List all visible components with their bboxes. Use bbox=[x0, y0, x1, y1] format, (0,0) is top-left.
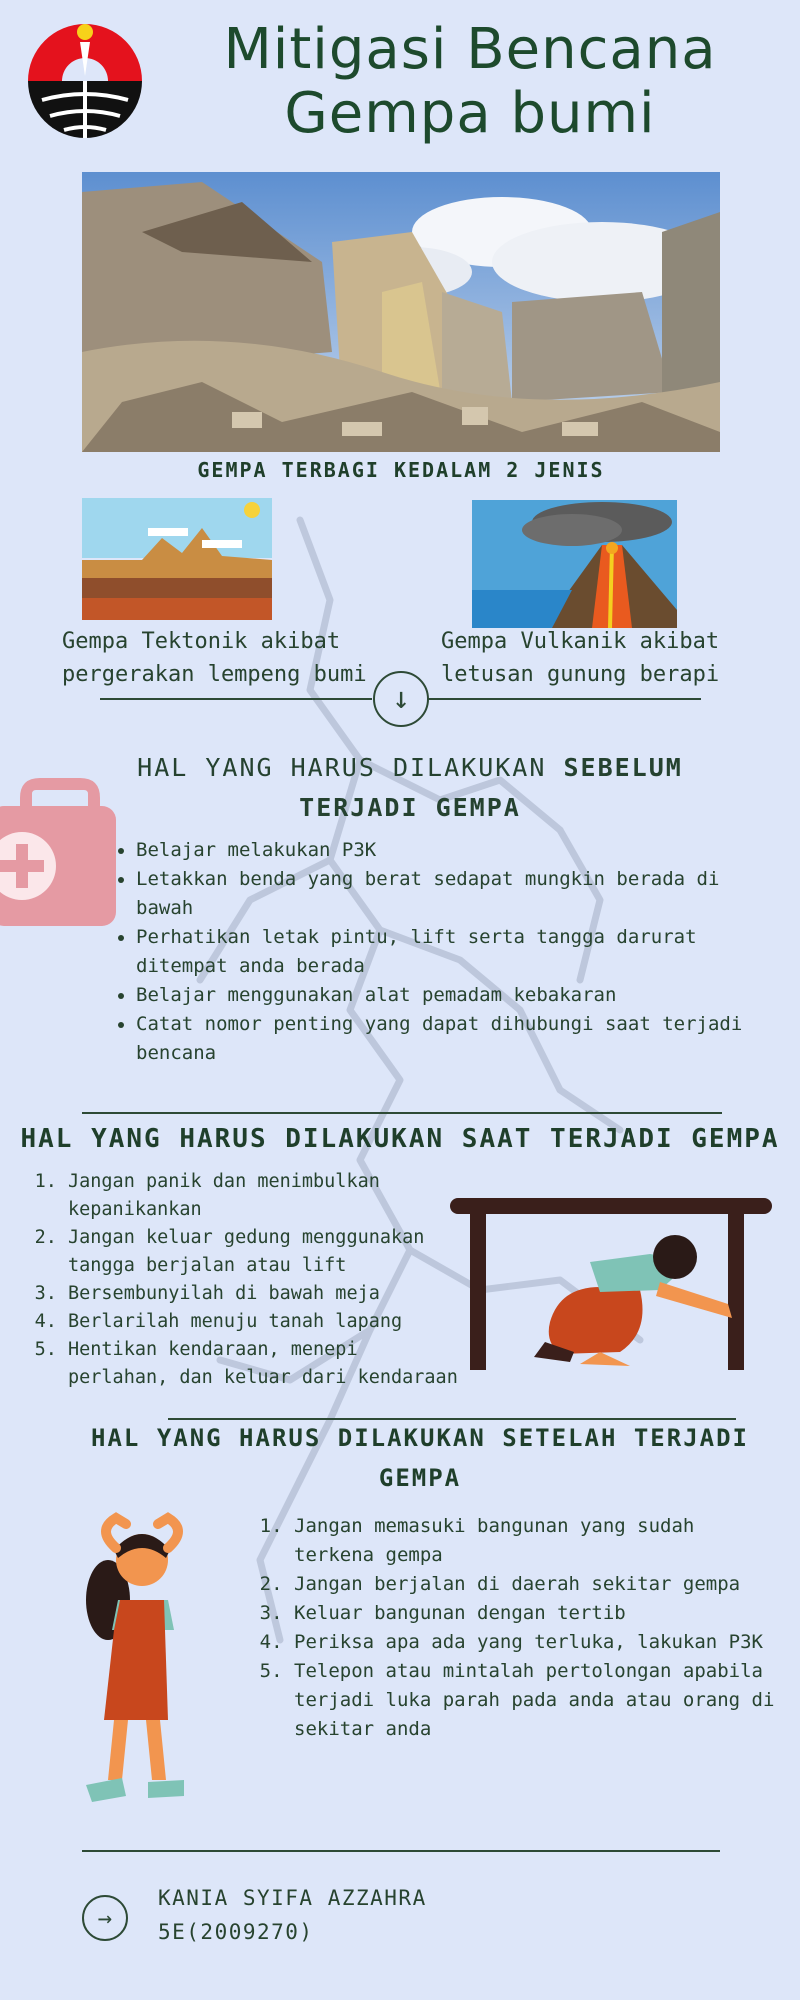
during-list bbox=[44, 1168, 468, 1392]
after-section-title: HAL YANG HARUS DILAKUKAN SETELAH TERJADI GEMPA bbox=[91, 1424, 749, 1492]
divider-line bbox=[100, 698, 372, 700]
volcano-diagram-image bbox=[472, 500, 677, 628]
author-id: 5E(2009270) bbox=[158, 1920, 314, 1944]
after-list bbox=[268, 1512, 784, 1744]
volcanic-caption-line-1: Gempa Vulkanik akibat bbox=[441, 629, 720, 654]
list-item: 4. Periksa apa ada yang terluka, lakukan P3K bbox=[294, 1628, 784, 1657]
during-section-title: HAL YANG HARUS DILAKUKAN SAAT TERJADI GEMPA bbox=[20, 1124, 780, 1154]
page-title bbox=[170, 18, 770, 146]
university-logo-icon bbox=[22, 18, 148, 146]
divider-line bbox=[82, 1112, 722, 1114]
earthquake-ruins-photo bbox=[82, 172, 720, 452]
divider-line bbox=[82, 1850, 720, 1852]
list-item: 4. Berlarilah menuju tanah lapang bbox=[68, 1308, 468, 1336]
list-item: • Letakkan benda yang berat sedapat mungkin berada di bawah bbox=[136, 865, 776, 923]
tectonic-caption bbox=[62, 625, 392, 691]
list-item: 1. Jangan memasuki bangunan yang sudah terkena gempa bbox=[294, 1512, 784, 1570]
earthquake-types-heading: GEMPA TERBAGI KEDALAM 2 JENIS bbox=[197, 458, 605, 482]
person-under-table-illustration bbox=[450, 1192, 772, 1372]
before-title-normal: HAL YANG HARUS DILAKUKAN bbox=[137, 753, 564, 782]
title-line-2: Gempa bumi bbox=[284, 81, 656, 146]
list-item: 3. Keluar bangunan dengan tertib bbox=[294, 1599, 784, 1628]
volcanic-caption-line-2: letusan gunung berapi bbox=[441, 662, 720, 687]
first-aid-kit-icon bbox=[0, 768, 118, 930]
list-item: 2. Jangan berjalan di daerah sekitar gempa bbox=[294, 1570, 784, 1599]
worried-person-illustration bbox=[56, 1510, 226, 1805]
author-name: KANIA SYIFA AZZAHRA bbox=[158, 1886, 427, 1910]
arrow-right-icon: → bbox=[82, 1895, 128, 1941]
divider-line bbox=[425, 698, 701, 700]
list-item: 1. Jangan panik dan menimbulkan kepanikankan bbox=[68, 1168, 468, 1224]
list-item: 3. Bersembunyilah di bawah meja bbox=[68, 1280, 468, 1308]
list-item: 2. Jangan keluar gedung menggunakan tangga berjalan atau lift bbox=[68, 1224, 468, 1280]
tectonic-caption-line-1: Gempa Tektonik akibat bbox=[62, 629, 341, 654]
tectonic-diagram-image bbox=[82, 498, 272, 620]
list-item: • Catat nomor penting yang dapat dihubungi saat terjadi bencana bbox=[136, 1010, 776, 1068]
list-item: 5. Telepon atau mintalah pertolongan apabila terjadi luka parah pada anda atau orang di sekitar anda bbox=[294, 1657, 784, 1744]
before-section-title bbox=[110, 748, 710, 828]
arrow-down-icon: ↓ bbox=[373, 671, 429, 727]
list-item: • Belajar menggunakan alat pemadam kebakaran bbox=[136, 981, 776, 1010]
title-line-1: Mitigasi Bencana bbox=[223, 17, 717, 82]
list-item: • Perhatikan letak pintu, lift serta tangga darurat ditempat anda berada bbox=[136, 923, 776, 981]
before-title-bold: SEBELUM bbox=[563, 753, 683, 782]
before-list bbox=[112, 836, 776, 1068]
tectonic-caption-line-2: pergerakan lempeng bumi bbox=[62, 662, 367, 687]
list-item: 5. Hentikan kendaraan, menepi perlahan, dan keluar dari kendaraan bbox=[68, 1336, 468, 1392]
list-item: • Belajar melakukan P3K bbox=[136, 836, 776, 865]
before-title-bold-2: TERJADI GEMPA bbox=[299, 793, 521, 822]
volcanic-caption bbox=[441, 625, 751, 691]
